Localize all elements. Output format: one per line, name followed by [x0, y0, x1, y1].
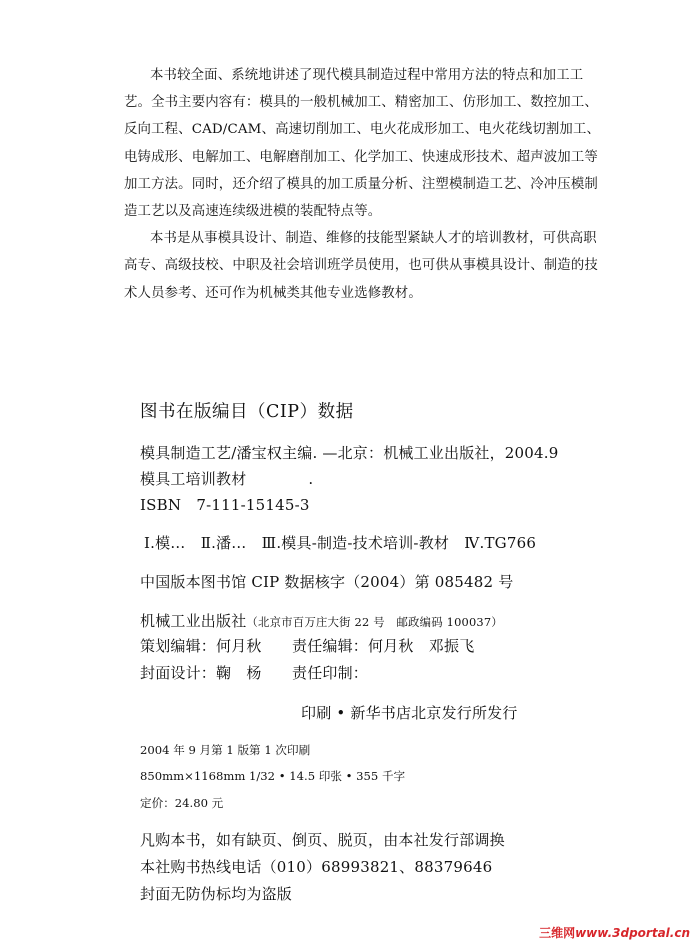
publisher-line [140, 610, 503, 631]
description-line: 高专、高级技校、中职及社会培训班学员使用，也可供从事模具设计、制造的技 [124, 258, 598, 274]
cip-series: 模具工培训教材 [140, 470, 247, 488]
cip-isbn: ISBN 7-111-15145-3 [140, 496, 310, 514]
description-line: 艺。全书主要内容有：模具的一般机械加工、精密加工、仿形加工、数控加工、 [124, 95, 598, 111]
notice-line1: 凡购本书，如有缺页、倒页、脱页，由本社发行部调换 [140, 831, 505, 849]
publisher-address: （北京市百万庄大街 22 号 邮政编码 100037） [246, 615, 503, 629]
description-line: 本书是从事模具设计、制造、维修的技能型紧缺人才的培训教材，可供高职 [150, 231, 597, 247]
description-line: 造工艺以及高速连续级进模的装配特点等。 [124, 203, 382, 219]
description-line: 电铸成形、电解加工、电解磨削加工、化学加工、快速成形技术、超声波加工等 [124, 149, 598, 165]
cip-title: 图书在版编目（CIP）数据 [140, 402, 354, 422]
description-line: 本书较全面、系统地讲述了现代模具制造过程中常用方法的特点和加工工 [150, 68, 584, 83]
description-line: 加工方法。同时，还介绍了模具的加工质量分析、注塑模制造工艺、冷冲压模制 [124, 176, 598, 192]
cip-record-line1: 模具制造工艺/潘宝权主编. —北京：机械工业出版社，2004.9 [140, 444, 559, 462]
watermark-url: www.3dportal.cn [575, 926, 690, 940]
notice-hotline: 本社购书热线电话（010）68993821、88379646 [140, 858, 493, 876]
cip-number: 中国版本图书馆 CIP 数据核字（2004）第 085482 号 [140, 573, 514, 591]
cip-classification: Ⅰ.模… Ⅱ.潘… Ⅲ.模具-制造-技术培训-教材 Ⅳ.TG766 [144, 534, 537, 552]
book-description [124, 62, 604, 307]
edition-price: 定价：24.80 元 [140, 796, 224, 810]
cover-design-line: 封面设计：鞠 杨 责任印制： [140, 664, 369, 682]
cip-record-line2 [140, 468, 313, 489]
site-watermark [539, 924, 690, 941]
description-line: 反向工程、CAD/CAM、高速切削加工、电火花成形加工、电火花线切割加工、 [124, 122, 601, 138]
printing-line: 印刷 • 新华书店北京发行所发行 [301, 704, 518, 722]
editors-line: 策划编辑：何月秋 责任编辑：何月秋 邓振飞 [140, 637, 475, 655]
cip-record-dot: . [308, 470, 314, 488]
edition-date: 2004 年 9 月第 1 版第 1 次印刷 [140, 743, 311, 757]
publisher-name: 机械工业出版社 [140, 612, 247, 630]
description-line: 术人员参考、还可作为机械类其他专业选修教材。 [124, 285, 422, 301]
edition-format: 850mm×1168mm 1/32 • 14.5 印张 • 355 千字 [140, 769, 406, 783]
watermark-cn: 三维网 [539, 926, 576, 940]
notice-anti-piracy: 封面无防伪标均为盗版 [140, 885, 293, 903]
